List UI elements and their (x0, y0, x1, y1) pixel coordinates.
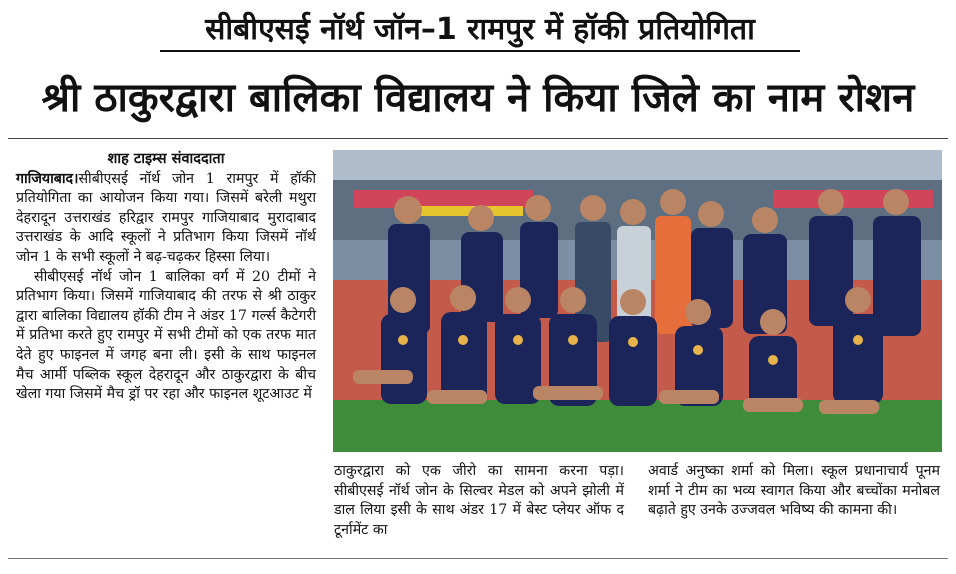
article-column-3 (648, 462, 940, 521)
paragraph-1-text: सीबीएसई नॉर्थ जोन 1 रामपुर में हॉकी प्रतियोगिता का आयोजन किया गया। जिसमें बरेली मथुरा देहरादून उत्तराखंड हरिद्वार रामपुर गाजियाबाद मुरादाबाद उत्तराखंड के आदि स्कूलों ने प्रतिभाग किया जिसमें नॉर्थ जोन 1 के सभी स्कूलों ने बढ़-चढ़कर हिस्सा लिया। (16, 170, 316, 265)
team-photo-illustration (333, 150, 942, 452)
divider (8, 138, 948, 139)
dateline: गाजियाबाद। (16, 170, 79, 187)
main-headline: श्री ठाकुरद्वारा बालिका विद्यालय ने किया जिले का नाम रोशन (41, 75, 915, 121)
paragraph-3: ठाकुरद्वारा को एक जीरो का सामना करना पड़ा। सीबीएसई नॉर्थ जोन के सिल्वर मेडल को अपने झोली में डाल लिया इसी के साथ अंडर 17 में बेस्ट प्लेयर ऑफ द टूर्नामेंट का (334, 463, 624, 538)
team-photo (333, 150, 942, 452)
article-column-1 (16, 150, 316, 405)
article-column-2 (334, 462, 624, 540)
bottom-divider (8, 558, 948, 559)
paragraph-4: अवार्ड अनुष्का शर्मा को मिला। स्कूल प्रधानाचार्य पूनम शर्मा ने टीम का भव्य स्वागत किया और बच्चोंका मनोबल बढ़ाते हुए उनके उज्जवल भविष्य की कामना की। (648, 463, 940, 519)
byline: शाह टाइम्स संवाददाता (107, 151, 225, 167)
paragraph-2: सीबीएसई नॉर्थ जोन 1 बालिका वर्ग में 20 टीमों ने प्रतिभाग किया। जिसमें गाजियाबाद की तरफ से श्री ठाकुर द्वारा बालिका विद्यालय हॉकी टीम ने अंडर 17 गर्ल्स कैटेगरी में प्रतिभा करते हुए रामपुर में सभी टीमों को एक तरफ मात देते हुए फाइनल में जगह बना ली। इसी के साथ फाइनल मैच आर्मी पब्लिक स्कूल देहरादून और ठाकुरद्वारा के बीच खेला गया जिसमें मैच ड्रॉ पर रहा और फाइनल शूटआउट में (16, 268, 316, 403)
paragraph-1 (16, 170, 316, 268)
kicker-headline: सीबीएसई नॉर्थ जॉन–1 रामपुर में हॉकी प्रतियोगिता (160, 10, 800, 52)
